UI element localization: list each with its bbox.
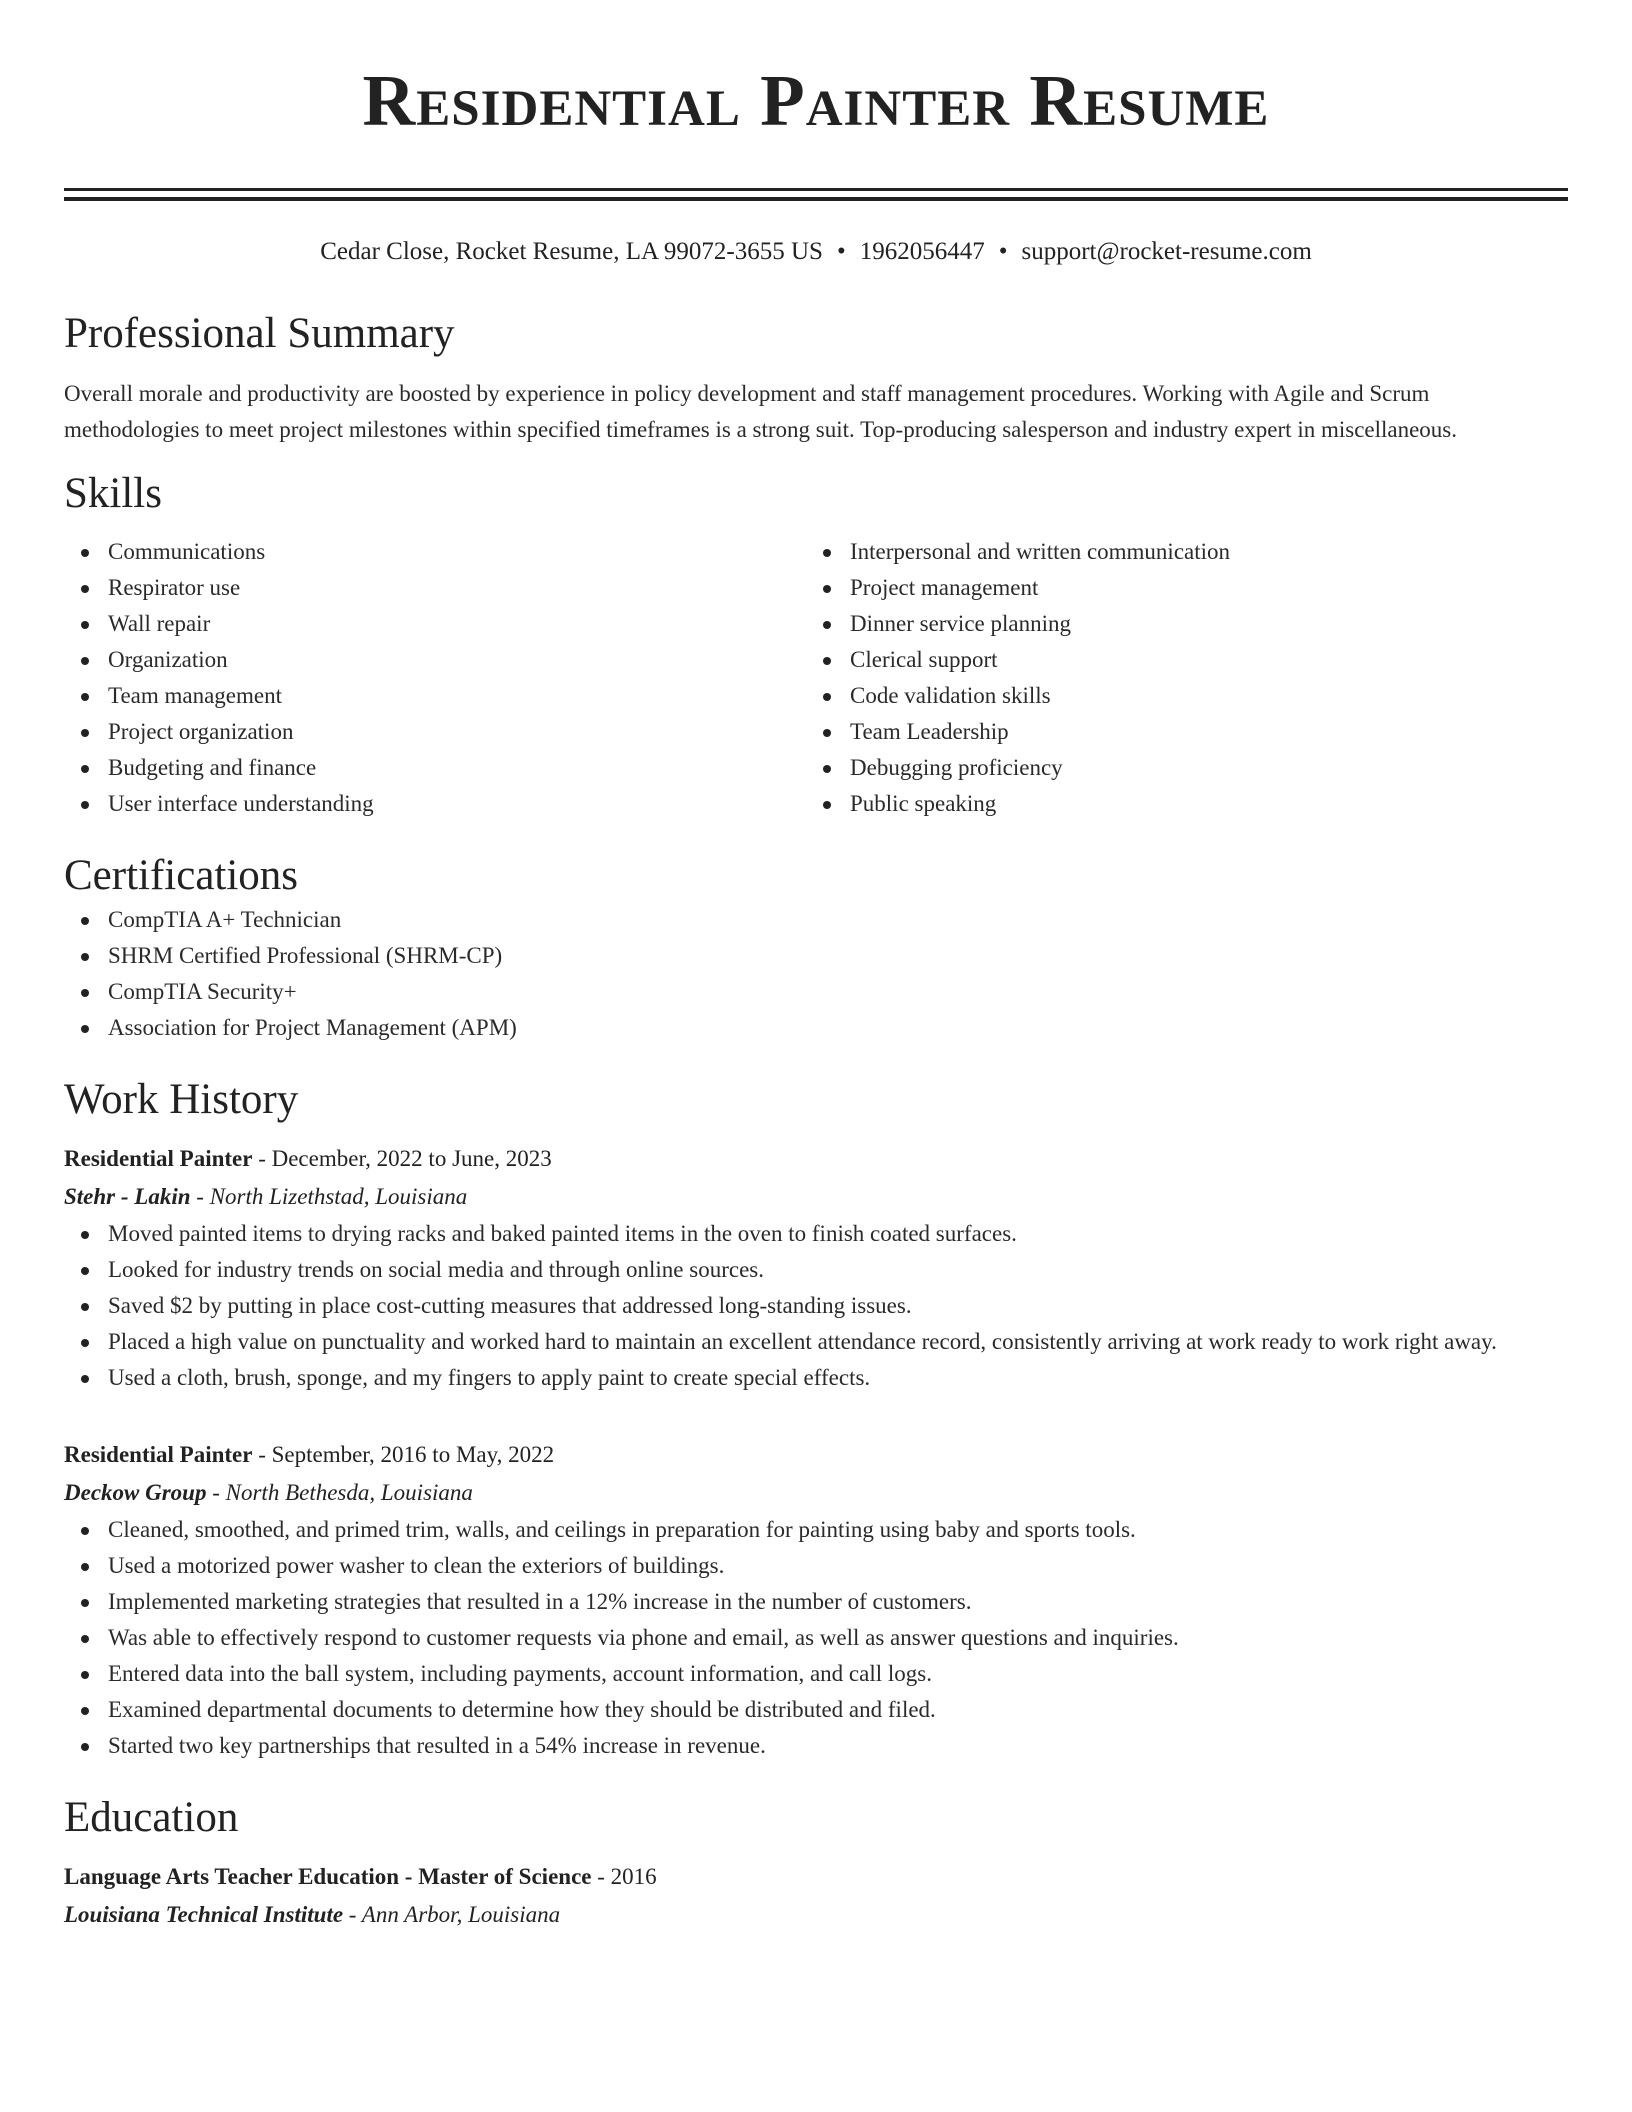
- education-degree-line: [64, 1858, 1568, 1896]
- job-title-line: [64, 1436, 1568, 1474]
- skill-item: Budgeting and finance: [64, 750, 806, 786]
- job-duty-item: Used a cloth, brush, sponge, and my fingers to apply paint to create special effects.: [64, 1360, 1568, 1396]
- job-duties-list: [64, 1512, 1568, 1764]
- job-duty-item: Implemented marketing strategies that resulted in a 12% increase in the number of customers.: [64, 1584, 1568, 1620]
- job-entry: [64, 1140, 1568, 1396]
- job-duty-item: Saved $2 by putting in place cost-cutting measures that addressed long-standing issues.: [64, 1288, 1568, 1324]
- skill-item: Project organization: [64, 714, 806, 750]
- education-school: Louisiana Technical Institute: [64, 1902, 344, 1927]
- skills-section: [64, 468, 1568, 822]
- summary-heading: Professional Summary: [64, 310, 455, 357]
- skill-item: Wall repair: [64, 606, 806, 642]
- job-duties-list: [64, 1216, 1568, 1396]
- skill-item: Respirator use: [64, 570, 806, 606]
- divider-line-top: [64, 188, 1568, 191]
- certifications-list: [64, 902, 1568, 1046]
- job-company-line: [64, 1178, 1568, 1216]
- skill-item: User interface understanding: [64, 786, 806, 822]
- skills-heading: Skills: [64, 470, 162, 517]
- certification-item: Association for Project Management (APM): [64, 1010, 1568, 1046]
- job-duty-item: Was able to effectively respond to customer requests via phone and email, as well as answer questions and inquiries.: [64, 1620, 1568, 1656]
- job-entry: [64, 1436, 1568, 1764]
- skills-list-right: [806, 534, 1548, 822]
- education-degree: Language Arts Teacher Education - Master of Science: [64, 1864, 592, 1889]
- skill-item: Public speaking: [806, 786, 1548, 822]
- job-location: - North Bethesda, Louisiana: [206, 1480, 473, 1505]
- job-duty-item: Looked for industry trends on social media and through online sources.: [64, 1252, 1568, 1288]
- job-location: - North Lizethstad, Louisiana: [190, 1184, 468, 1209]
- job-role: Residential Painter: [64, 1442, 253, 1467]
- job-dates: - September, 2016 to May, 2022: [252, 1442, 555, 1467]
- education-entry: [64, 1858, 1568, 1934]
- skill-item: Interpersonal and written communication: [806, 534, 1548, 570]
- summary-section: [64, 308, 1568, 448]
- contact-separator: •: [836, 238, 846, 265]
- resume-title: Residential Painter Resume: [362, 60, 1270, 141]
- education-location: - Ann Arbor, Louisiana: [343, 1902, 561, 1927]
- job-duty-item: Entered data into the ball system, including payments, account information, and call logs.: [64, 1656, 1568, 1692]
- job-company: Deckow Group: [64, 1480, 207, 1505]
- education-heading: Education: [64, 1794, 239, 1841]
- skill-item: Clerical support: [806, 642, 1548, 678]
- skill-item: Debugging proficiency: [806, 750, 1548, 786]
- certifications-section: [64, 850, 1568, 1046]
- contact-separator: •: [998, 238, 1008, 265]
- job-duty-item: Placed a high value on punctuality and worked hard to maintain an excellent attendance record, consistently arriving at work ready to work right away.: [64, 1324, 1568, 1360]
- contact-phone: 1962056447: [859, 238, 985, 265]
- certification-item: SHRM Certified Professional (SHRM-CP): [64, 938, 1568, 974]
- education-year: - 2016: [591, 1864, 657, 1889]
- education-school-line: [64, 1896, 1568, 1934]
- skill-item: Team Leadership: [806, 714, 1548, 750]
- skills-list-left: [64, 534, 806, 822]
- divider-line-bottom: [64, 197, 1568, 201]
- skill-item: Dinner service planning: [806, 606, 1548, 642]
- certifications-heading: Certifications: [64, 852, 299, 899]
- summary-text: Overall morale and productivity are boosted by experience in policy development and staff management procedures. Working with Agile and Scrum methodologies to meet project milestones within specified timeframes is a strong suit. Top-producing salesperson and industry expert in miscellaneous.: [64, 381, 1458, 442]
- certification-item: CompTIA Security+: [64, 974, 1568, 1010]
- job-dates: - December, 2022 to June, 2023: [252, 1146, 552, 1171]
- job-title-line: [64, 1140, 1568, 1178]
- job-company-line: [64, 1474, 1568, 1512]
- education-section: [64, 1792, 1568, 1934]
- job-role: Residential Painter: [64, 1146, 253, 1171]
- job-company: Stehr - Lakin: [64, 1184, 191, 1209]
- title-divider: [64, 188, 1568, 201]
- contact-email: support@rocket-resume.com: [1021, 238, 1312, 265]
- skill-item: Code validation skills: [806, 678, 1548, 714]
- skills-columns: [64, 534, 1568, 822]
- job-duty-item: Used a motorized power washer to clean the exteriors of buildings.: [64, 1548, 1568, 1584]
- job-duty-item: Cleaned, smoothed, and primed trim, walls, and ceilings in preparation for painting using baby and sports tools.: [64, 1512, 1568, 1548]
- skill-item: Communications: [64, 534, 806, 570]
- job-duty-item: Examined departmental documents to determine how they should be distributed and filed.: [64, 1692, 1568, 1728]
- certification-item: CompTIA A+ Technician: [64, 902, 1568, 938]
- work-history-section: [64, 1074, 1568, 1764]
- contact-address: Cedar Close, Rocket Resume, LA 99072-3655 US: [320, 238, 823, 265]
- skill-item: Project management: [806, 570, 1548, 606]
- skill-item: Organization: [64, 642, 806, 678]
- contact-line: [64, 234, 1568, 270]
- skill-item: Team management: [64, 678, 806, 714]
- work-history-heading: Work History: [64, 1076, 299, 1123]
- job-duty-item: Started two key partnerships that resulted in a 54% increase in revenue.: [64, 1728, 1568, 1764]
- job-duty-item: Moved painted items to drying racks and baked painted items in the oven to finish coated surfaces.: [64, 1216, 1568, 1252]
